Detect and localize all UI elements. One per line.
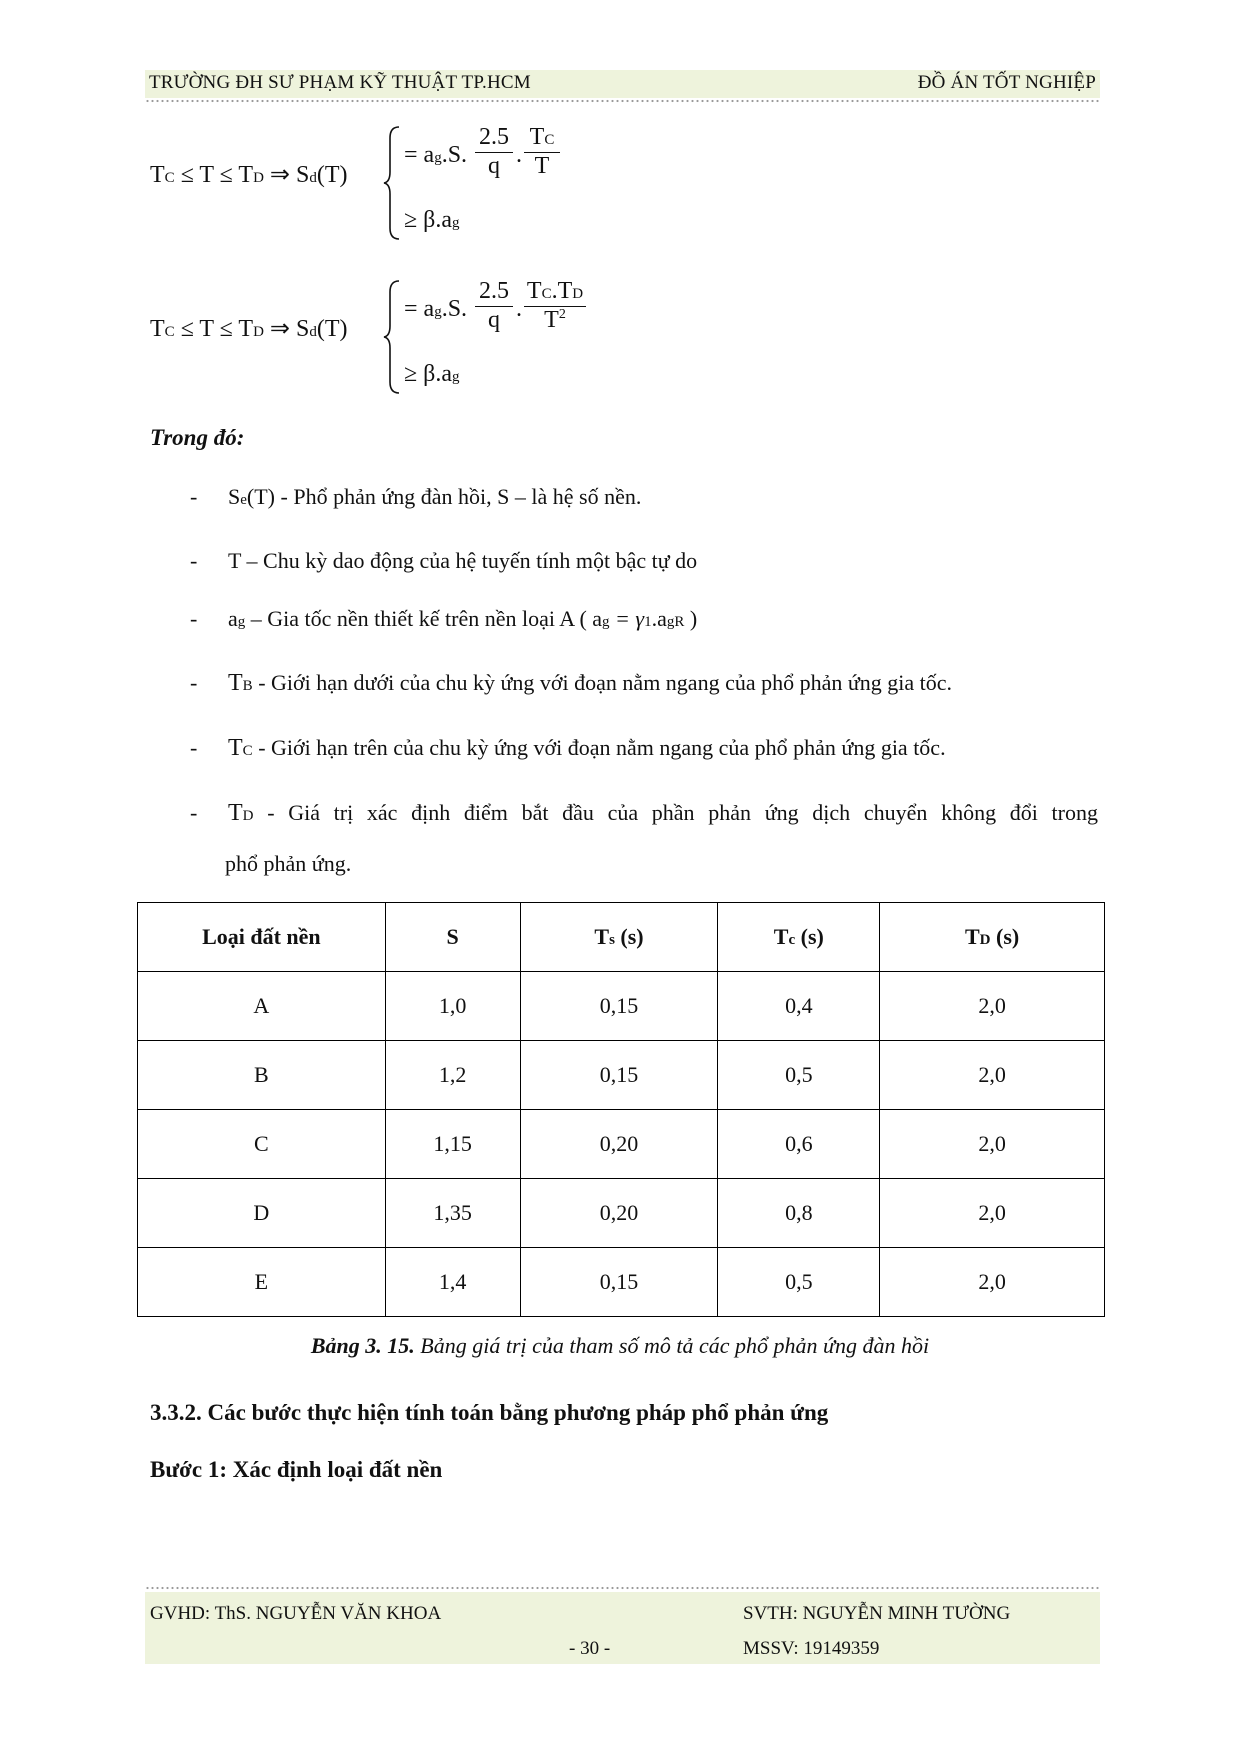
definition-item: Se(T) - Phổ phản ứng đàn hồi, S – là hệ số nền. <box>228 484 642 509</box>
header-divider <box>145 99 1100 103</box>
col-s: S <box>385 903 520 972</box>
table-caption: Bảng 3. 15. Bảng giá trị của tham số mô tả các phổ phản ứng đàn hồi <box>310 1333 930 1358</box>
table-header-row <box>138 903 1105 972</box>
step-heading: Bước 1: Xác định loại đất nền <box>150 1457 443 1482</box>
brace-1 <box>382 124 402 242</box>
footer-divider <box>145 1586 1100 1590</box>
table-row: E 1,4 0,15 0,5 2,0 <box>138 1248 1105 1317</box>
page-header <box>145 70 1100 98</box>
formula-2: TC ≤ T ≤ TD ⇒ Sd(T) = ag.S. 2.5 q . TC.TD $T^2$ ≥ β.ag <box>150 276 610 396</box>
brace-2 <box>382 278 402 396</box>
footer-student-id: MSSV: 19149359 <box>743 1638 880 1659</box>
soil-parameter-table <box>137 902 1105 1317</box>
header-school: TRƯỜNG ĐH SƯ PHẠM KỸ THUẬT TP.HCM <box>149 72 531 93</box>
header-title: ĐỒ ÁN TỐT NGHIỆP <box>917 72 1096 93</box>
definition-item: TC - Giới hạn trên của chu kỳ ứng với đoạn nằm ngang của phổ phản ứng gia tốc. <box>228 735 946 761</box>
col-tc: Tc (s) <box>718 903 880 972</box>
table-row: D 1,35 0,20 0,8 2,0 <box>138 1179 1105 1248</box>
definition-item: T – Chu kỳ dao động của hệ tuyến tính một bậc tự do <box>228 548 698 573</box>
table-row: C 1,15 0,20 0,6 2,0 <box>138 1110 1105 1179</box>
definition-item: ag – Gia tốc nền thiết kế trên nền loại A ( ag = γ1.agR ) <box>228 606 698 631</box>
col-ts: Ts (s) <box>520 903 718 972</box>
col-td: TD (s) <box>880 903 1105 972</box>
definition-item: TD - Giá trị xác định điểm bắt đầu của phần phản ứng dịch chuyển không đổi trong <box>228 800 1098 826</box>
section-heading: 3.3.2. Các bước thực hiện tính toán bằng phương pháp phổ phản ứng <box>150 1400 829 1425</box>
page-footer <box>145 1592 1100 1664</box>
formula-1: TC ≤ T ≤ TD ⇒ Sd(T) = ag.S. 2.5 q . TC T ≥ β.ag <box>150 122 610 242</box>
footer-advisor: GVHD: ThS. NGUYỄN VĂN KHOA <box>150 1603 442 1624</box>
definition-continuation: phổ phản ứng. <box>225 851 352 876</box>
table-row: B 1,2 0,15 0,5 2,0 <box>138 1041 1105 1110</box>
definition-item: TB - Giới hạn dưới của chu kỳ ứng với đoạn nằm ngang của phổ phản ứng gia tốc. <box>228 670 953 696</box>
col-soil-type: Loại đất nền <box>138 903 386 972</box>
page-number: - 30 - <box>569 1638 611 1659</box>
where-heading: Trong đó: <box>150 425 245 450</box>
footer-student: SVTH: NGUYỄN MINH TƯỜNG <box>743 1603 1011 1624</box>
table-row: A 1,0 0,15 0,4 2,0 <box>138 972 1105 1041</box>
